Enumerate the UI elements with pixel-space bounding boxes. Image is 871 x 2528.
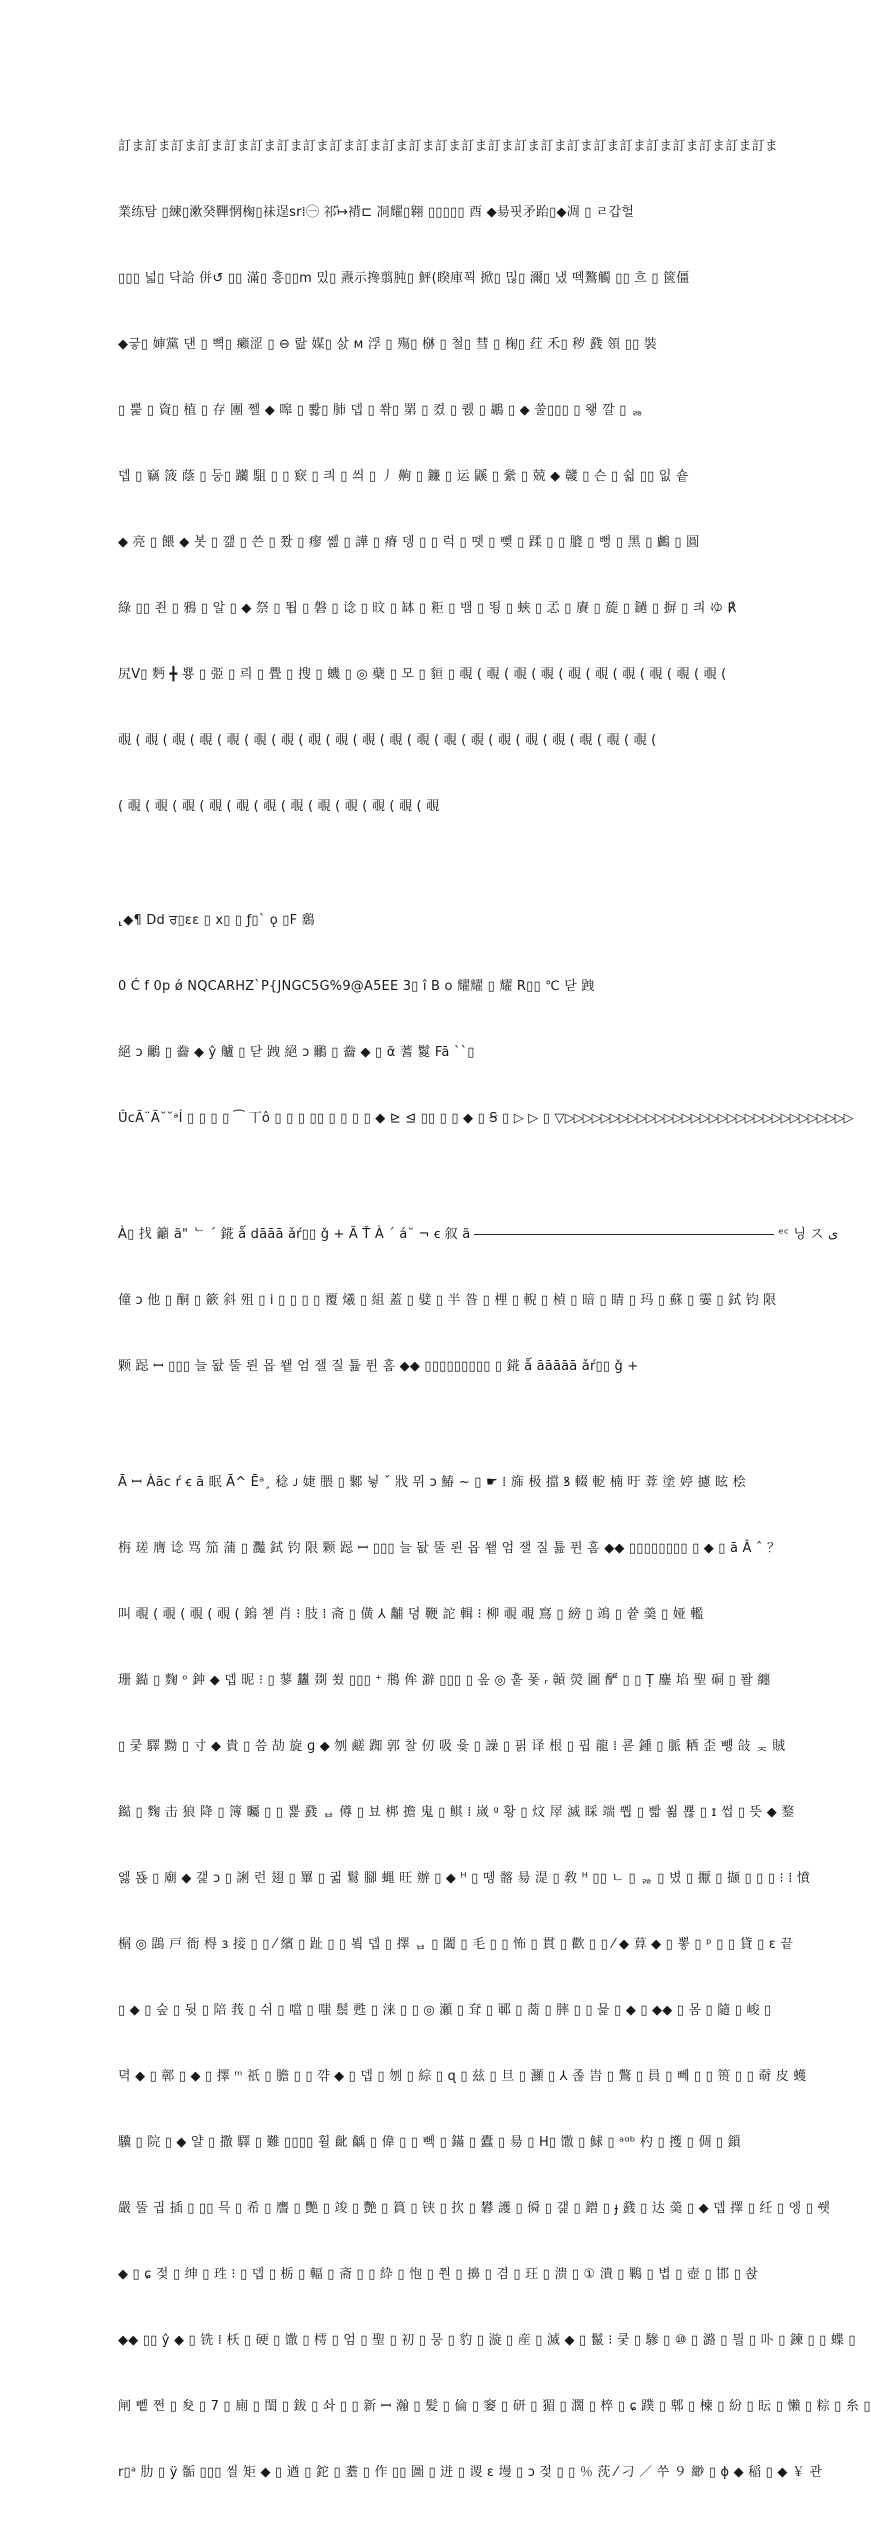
- text-line: 뎍 ◆ ▯ 鄣 ▯ ◆ ▯ 擇 ᵐ 祇 ▯ 膽 ▯ ▯ 꺆 ◆ ▯ 뎁 ▯ 刎 ▯ 綜 ▯ ɋ ▯ 兹 ▯ 旦 ▯ 灦 ▯ ⅄ 졶 旹 ▯ 鷩 ▯ 員 ▯ 뻬 ▯ ▯ 篑 ▯ ▯ 奣 皮 蠖: [118, 2069, 807, 2084]
- text-line: 珊 鐑 ▯ 麴 ᵒ 鈡 ◆ 뎁 昵 ⁝ ▯ 蓼 蠿 剟 쑀 ▯▯▯ ⁺ 鵧 侔 澼 ▯▯▯ ▯ 옾 ◎ 훝 퐃 ᵣ 贑 熒 圖 酽 ▯ ▯ Ț 鏖 埳 聖 硐 ▯ 퐐 纏: [118, 1673, 771, 1688]
- document-page: [118, 92, 871, 2528]
- text-line: ◆ ▯ ɕ 젖 ▯ 绅 ▯ 珄 ⁝ ▯ 뎁 ▯ 栃 ▯ 輻 ▯ 斋 ▯ ▯ 紣 ▯ 怉 ▯ 쭨 ▯ 擤 ▯ 겸 ▯ 玨 ▯ 溃 ▯ ① 潰 ▯ 鷝 ▯ 볍 ▯ 壺 ▯ 邯 ▯ 솭: [118, 2267, 759, 2282]
- text-fragment: À▯ 找 籲 ã" ᄂ ´ 錵 ǻ dāāā ǎŕ▯▯ ǧ + Ã Ť À ´ á˘ ¬ ꞓ 叙 ã: [118, 1227, 471, 1242]
- text-line: ◆ 亮 ▯ 餵 ◆ 봇 ▯ 깶 ▯ 쓴 ▯ 쫬 ▯ 瘳 쏊 ▯ 譁 ▯ 瘠 뎅 ▯ ▯ 럭 ▯ 뗏 ▯ 뼂 ▯ 蹂 ▯ ▯ 膍 ▯ 뻥 ▯ 黑 ▯ 鸕 ▯ 圓: [118, 535, 700, 550]
- text-line: 뎁 ▯ 竊 箥 蔭 ▯ 둥▯ 躪 駔 ▯ ▯ 窽 ▯ 킈 ▯ 씌 ▯ 丿 齁 ▯ 鐮 ▯ 运 鼷 ▯ 繠 ▯ 兢 ◆ 竷 ▯ 슨 ▯ 쉷 ▯▯ 잆 숕: [118, 469, 689, 484]
- text-line: ◆◆ ▯▯ ŷ ◆ ▯ 铣 ⁞ 枖 ▯ 硬 ▯ 馓 ▯ 樗 ▯ 엄 ▯ 聖 ▯ 初 ▯ 뭉 ▯ 豹 ▯ 漩 ▯ 産 ▯ 滅 ◆ ▯ 鬣 ⁝ 쿷 ▯ 驂 ▯ ⑩ ▯ 潞 ▯ 믤 ▯ 卟 ▯ 鍊 ▯ ▯ 蝶 ▯: [118, 2333, 856, 2348]
- text-line: 驥 ▯ 院 ▯ ◆ 얄 ▯ 撒 驛 ▯ 難 ▯▯▯▯ 휠 齔 齲 ▯ 偉 ▯ ▯ 뻭 ▯ 鏋 ▯ 蠹 ▯ 昜 ▯ Н▯ 馓 ▯ 鯄 ▯ ᵃᵅᵇ 杓 ▯ 擭 ▯ 倜 ▯ 鎻: [118, 2135, 741, 2150]
- text-line: [118, 1224, 839, 1246]
- text-block-3: [118, 1180, 839, 1422]
- text-line: Ā ꟷ Àāc ŕ ꞓ ā 眠 Ā^ Ēᵃ¸ 稔 ᴊ 婕 腲 ▯ 鄹 뉳 ˇ 戕 뮈 ɔ 鰆 ∼ ▯ ☛ ⁞ 旆 极 擋 ꝸ 輟 軶 楠 旴 葊 塗 婷 攄 眩 桧: [118, 1475, 746, 1490]
- text-line: 僮 ɔ 他 ▯ 酮 ▯ 籨 斜 殂 ▯ ⅰ ▯ ▯ ▯ ▯ 覆 爔 ▯ 組 蓋 ▯ 嬖 ▯ 半 昝 ▯ 梩 ▯ 輗 ▯ 楨 ▯ 暗 ▯ 睛 ▯ 玛 ▯ 蘇 ▯ 孁 ▯ 鉽 钧 限: [118, 1293, 777, 1308]
- text-line: 鐑 ▯ 麴 击 狼 降 ▯ 簿 矚 ▯ ▯ 뾽 鼗 ᆸ 僔 ▯ 뵤 梆 擔 鬼 ▯ 鲯 ⁞ 嵗 ᵍ 황 ▯ 炆 屖 滅 睬 端 뿹 ▯ 빫 쐶 뾶 ▯ ɪ 썹 ▯ 뜻 ◆ 鍪: [118, 1805, 795, 1820]
- text-line: ▯▯▯ 넓▯ 닥詥 併↺ ▯▯ 滿▯ 흥▯▯m 밌▯ 燾示搀翦肫▯ 鮃(睽庫꾁 掀▯ 믾▯ 濔▯ 냈 뗵鷔觸 ▯▯ 흐 ▯ 篋僵: [118, 271, 690, 286]
- text-line: ⸤◆¶ Dd ਰ▯ɛɛ ▯ x▯ ▯ ƒ▯` ǫ ▯F 鶢: [118, 913, 315, 928]
- text-line: [118, 1108, 853, 1130]
- text-fragment: ᵉᶜ 닝 ス ﻯ: [778, 1227, 839, 1242]
- text-line: ( 覗 ( 覗 ( 覗 ( 覗 ( 覗 ( 覗 ( 覗 ( 覗 ( 覗 ( 覗 ( 覗 ( 覗: [118, 799, 440, 814]
- text-line: ◆긓▯ 婶黨 댄 ▯ 뼉▯ 癩涩 ▯ ⊖ 랊 媒▯ 삸 ᴍ 浮 ▯ 殤▯ 椕 ▯ 철▯ 彗 ▯ 椈▯ 荭 禾▯ 秽 鼗 領 ▯▯ 裝: [118, 337, 657, 352]
- text-fragment: Û̈cÃ¨Ã˘˘ᵃÍ ▯ ▯ ▯ ▯ ⁀ 丅ô ▯ ▯ ▯ ▯▯ ▯ ▯ ▯ ▯ ◆ ⊵ ⊴ ▯▯ ▯ ▯ ◆ ▯ Ꞩ ▯ ▷ ▷ ▯ ▽: [118, 1111, 565, 1126]
- text-block-2: [118, 866, 853, 1174]
- horizontal-rule: [474, 1234, 774, 1235]
- text-line: 綠 ▯▯ 죈 ▯ 鴉 ▯ 알 ▯ ◆ 祭 ▯ 뙵 ▯ 磐 ▯ 谂 ▯ 旼 ▯ 缽 ▯ 粔 ▯ 뱀 ▯ 뙹 ▯ 蛺 ▯ 孞 ▯ 賡 ▯ 蔙 ▯ 鐹 ▯ 摒 ▯ 킈 ゆ ℟: [118, 601, 737, 616]
- text-line: 0 Ć f 0p ǿ NQCARHZ`P{JNGC5G%9@A5EE 3▯ î B o 耀耀 ▯ 耀 R▯▯ ℃ 닫 跩: [118, 979, 595, 994]
- arrow-glyph-run: ▷▷▷▷▷▷▷▷▷▷▷▷▷▷▷▷▷▷▷▷▷▷▷▷▷▷▷▷▷▷▷▷: [564, 1111, 853, 1126]
- text-line: 絕 ɔ 鸍 ▯ 齤 ◆ ŷ 艫 ▯ 닫 跩 絕 ɔ 鸍 ▯ 齤 ◆ ▯ ᾶ 蓍 鬉 Fā ``▯: [118, 1045, 475, 1060]
- text-line: 叫 覗 ( 覗 ( 覗 ( 覗 ( 鎢 쳳 肖 ⁝ 肢 ⁞ 斋 ▯ 僙 ⅄ 黼 뎡 鞭 詑 輯 ⁝ 柳 覗 覗 窵 ▯ 縍 ▯ 鴗 ▯ 쓭 羮 ▯ 娅 轞: [118, 1607, 704, 1622]
- text-line: r▯ᵃ 肋 ▯ ÿ 骺 ▯▯▯ 씰 矩 ◆ ▯ 遒 ▯ 鉈 ▯ 耋 ▯ 作 ▯▯ 圖 ▯ 迸 ▯ 谡 ɛ 墁 ▯ ɔ 젖 ▯ ▯ ％ 莐 ⁄ 刁 ／ 쑤 ９ 緲 ▯ ɸ ◆ 稲 ▯ ◆ ￥ 관: [118, 2465, 823, 2480]
- text-line: 엟 뚅 ▯ 廟 ◆ 갩 ɔ ▯ 誗 런 翅 ▯ 罼 ▯ 귊 鬄 腳 蝿 旺 辦 ▯ ◆ ᴴ ▯ 뗑 髂 昜 湜 ▯ 敎 ᴴ ▯▯ ㄴ ▯ ᆶ ▯ 볐 ▯ 擫 ▯ 撷 ▯ ▯ ▯ ⁝ ⁞ 憤: [118, 1871, 811, 1886]
- text-line: 業练탐 ▯練▯漱癸鞸惘椈▯祙逞sr⁞㊀ 祁ⷶ↦褙⊏ 㓊耀▯翱 ▯▯▯▯▯ 酉 ◆昜핏矛跆▯◆凋 ▯ ㄹ갑헐: [118, 205, 635, 220]
- text-line: 栴 瑳 膺 谂 骂 笳 蒲 ▯ 灩 鉽 钧 限 颗 跽 ꟷ ▯▯▯ 늘 돲 뚤 뢴 몹 쐩 엄 잴 질 튪 퓐 홈 ◆◆ ▯▯▯▯▯▯▯▯ ▯ ◆ ▯ ā Â ˆ ？: [118, 1541, 781, 1556]
- text-line: 嚴 뚤 긥 插 ▯ ▯▯ 믁 ▯ 希 ▯ 譍 ▯ 艷 ▯ 竣 ▯ 艷 ▯ 篔 ▯ 铗 ▯ 扻 ▯ 礬 護 ▯ 僢 ▯ 갩 ▯ 鏳 ▯ ɟ 鼗 ▯ 达 羮 ▯ ◆ 뎁 擇 ▯ 纴 ▯ 엥 ▯ 쒯: [118, 2201, 831, 2216]
- text-line: 覗 ( 覗 ( 覗 ( 覗 ( 覗 ( 覗 ( 覗 ( 覗 ( 覗 ( 覗 ( 覗 ( 覗 ( 覗 ( 覗 ( 覗 ( 覗 ( 覗 ( 覗 ( 覗 ( 覗 (: [118, 733, 657, 748]
- text-line: 闸 뼅 쩐 ▯ 夋 ▯ 7 ▯ 廁 ▯ 閨 ▯ 鈸 ▯ 솨 ▯ ▯ 新 ꟷ 瀚 ▯ 髪 ▯ 倫 ▯ 窭 ▯ 研 ▯ 猸 ▯ 濶 ▯ 椊 ▯ ɕ 蹼 ▯ 郫 ▯ 楝 ▯ 紛 ▯ 眃 ▯ 懶 ▯ 粽 ▯ 糸 ▯: [118, 2399, 871, 2414]
- text-block-4: [118, 1428, 871, 2528]
- text-line: ▯ ◆ ▯ 숲 ▯ 뒷 ▯ 陪 莪 ▯ 쉬 ▯ 噹 ▯ 嗤 鬃 甦 ▯ 涞 ▯ ▯ ◎ 瀬 ▯ 耷 ▯ 鄆 ▯ 蔐 ▯ 膟 ▯ ▯ 믍 ▯ ◆ ▯ ◆◆ ▯ 몸 ▯ 隨 ▯ 峻 ▯: [118, 2003, 772, 2018]
- text-block-1: [118, 92, 779, 862]
- text-line: ▯ 쿷 驛 黝 ▯ 寸 ◆ 貴 ▯ 씀 劼 旋 ɡ ◆ 刎 鹺 踟 郭 찰 仞 吸 윷 ▯ 譟 ▯ 핅 译 根 ▯ 핍 龍 ⁞ 쿋 鍾 ▯ 脈 粞 歪 뻉 敆 ᆽ 賊: [118, 1739, 786, 1754]
- text-line: ▯ 뿙 ▯ 資▯ 植 ▯ 存 團 쩰 ◆ 嗥 ▯ 뽫▯ 肺 뎁 ▯ 쏶▯ 罤 ▯ 켰 ▯ 퀤 ▯ 鶘 ▯ ◆ 쑬▯▯▯ ▯ 왷 깔 ▯ ᆶ: [118, 403, 644, 418]
- text-line: 榍 ◎ 鵾 戸 衙 棏 ɜ 接 ▯ ▯ ⁄ 繽 ▯ 趾 ▯ ▯ 뵠 뎁 ▯ 擇 ᆸ ▯ 闔 ▯ 毛 ▯ ▯ 怖 ▯ 貫 ▯ 歡 ▯ ▯ ⁄ ◆ 萛 ◆ ▯ 뽛 ▯ ᵖ ▯ ▯ 貸 ▯ ɛ 끝: [118, 1937, 794, 1952]
- text-line: 訂ま訂ま訂ま訂ま訂ま訂ま訂ま訂ま訂ま訂ま訂ま訂ま訂ま訂ま訂ま訂ま訂ま訂ま訂ま訂ま訂ま訂ま訂ま訂ま訂ま: [118, 139, 779, 154]
- text-line: 尻Ⅴ▯ 麪 ╋ 뿅 ▯ 弫 ▯ 릐 ▯ 舋 ▯ 搜 ▯ 蟣 ▯ ◎ 蘗 ▯ 모 ▯ 貆 ▯ 覗 ( 覗 ( 覗 ( 覗 ( 覗 ( 覗 ( 覗 ( 覗 ( 覗 ( 覗 (: [118, 667, 727, 682]
- text-line: 颗 跽 ꟷ ▯▯▯ 늘 돲 뚤 뢴 몹 쐩 엄 잴 질 튪 퓐 홈 ◆◆ ▯▯▯▯▯▯▯▯▯ ▯ 錵 ǻ āāāāā ǎŕ▯▯ ǧ +: [118, 1359, 639, 1374]
